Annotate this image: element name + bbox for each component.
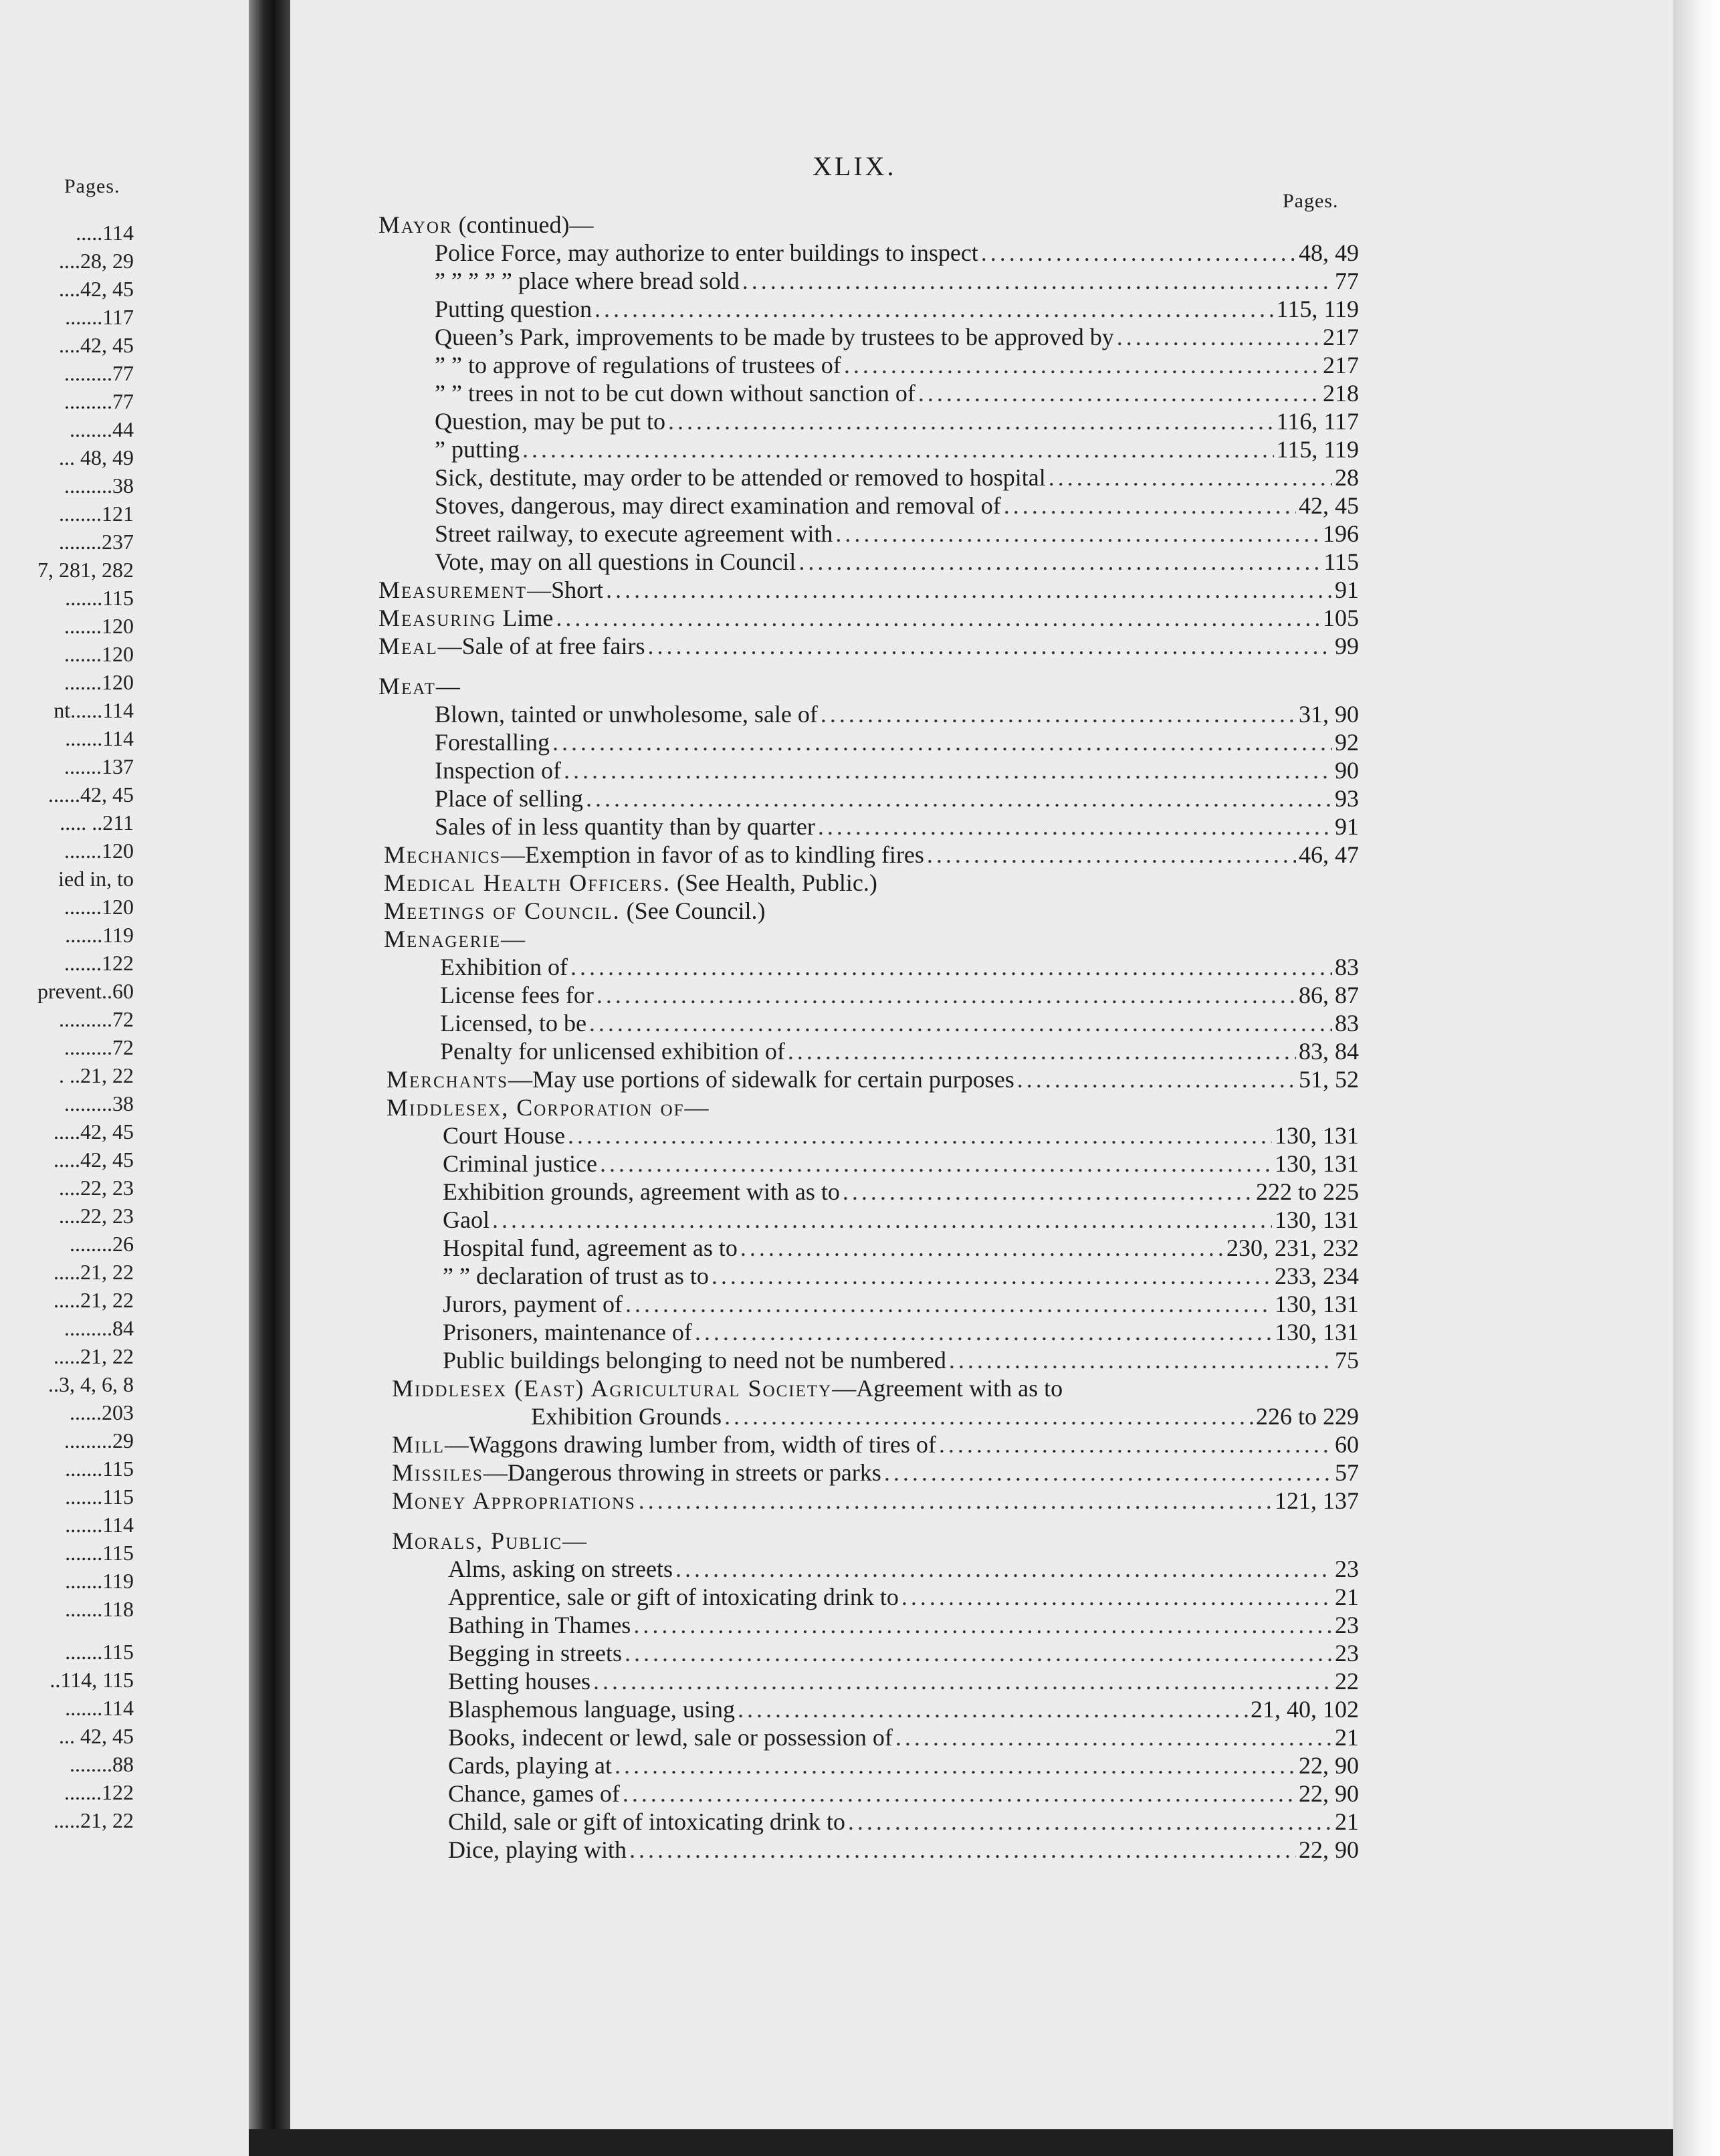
page-reference: 115, 119 [1276, 436, 1359, 463]
facing-page-line: .......114 [65, 1513, 134, 1537]
index-subentry [448, 1584, 1359, 1610]
page-reference: 130, 131 [1275, 1291, 1359, 1317]
entry-text: (See Health, Public.) [670, 869, 877, 896]
facing-page-line: .....21, 22 [53, 1288, 134, 1312]
facing-page-line: ........237 [59, 530, 134, 554]
dot-leader [738, 1696, 1248, 1723]
page-reference: 230, 231, 232 [1226, 1234, 1359, 1261]
entry-text: Public buildings belonging to need not be numbered [443, 1347, 946, 1374]
page-reference: 75 [1335, 1347, 1359, 1374]
facing-page-line: .......120 [64, 670, 134, 694]
page-reference: 218 [1323, 380, 1359, 407]
facing-page-line: .......120 [64, 642, 134, 666]
entry-text: Lime [496, 605, 554, 631]
index-subentry [435, 239, 1359, 266]
entry-text: — [501, 926, 525, 952]
index-subentry [435, 408, 1359, 435]
facing-page-line: ......42, 45 [48, 782, 134, 806]
index-heading-word: Menagerie [384, 926, 501, 952]
index-subentry [435, 352, 1359, 379]
dot-leader [492, 1206, 1272, 1233]
index-heading-word: Mill [392, 1431, 445, 1458]
index-heading-word: Meetings of Council. [384, 897, 621, 924]
page-reference: 91 [1335, 576, 1359, 603]
index-heading-word: Merchants [387, 1066, 508, 1093]
index-subentry [443, 1122, 1359, 1149]
index-subentry [443, 1263, 1359, 1289]
index-subentry [435, 436, 1359, 463]
entry-text: Forestalling [435, 729, 550, 756]
index-subentry [435, 296, 1359, 322]
facing-page-line: .......114 [65, 1696, 134, 1720]
entry-text: Bathing in Thames [448, 1612, 631, 1638]
dot-leader [639, 1487, 1272, 1514]
entry-text: — [435, 673, 460, 699]
entry-text: Penalty for unlicensed exhibition of [440, 1038, 785, 1065]
dot-leader [884, 1459, 1332, 1486]
entry-text: Sick, destitute, may order to be attended or removed to hospital [435, 464, 1046, 491]
facing-page-line: ....22, 23 [59, 1204, 134, 1228]
page-reference: 22, 90 [1299, 1780, 1359, 1807]
index-subentry [440, 1010, 1359, 1037]
dot-leader [740, 1234, 1224, 1261]
entry-text: Books, indecent or lewd, sale or possession of [448, 1724, 893, 1751]
facing-page-line: .........29 [64, 1428, 134, 1452]
index-subentry [440, 982, 1359, 1008]
index-subentry [435, 548, 1359, 575]
page-reference: 83 [1335, 954, 1359, 980]
dot-leader [939, 1431, 1332, 1458]
bottom-shadow [249, 2129, 1673, 2156]
facing-page-line: .........84 [64, 1316, 134, 1340]
index-subentry [435, 520, 1359, 547]
page-reference: 217 [1323, 352, 1359, 379]
index-heading-word: Middlesex, Corporation of [387, 1094, 685, 1121]
entry-text: (See Council.) [620, 897, 766, 924]
index-heading [387, 1094, 1359, 1121]
index-subentry [448, 1724, 1359, 1751]
entry-text: Apprentice, sale or gift of intoxicating drink to [448, 1584, 899, 1610]
facing-page-line: ........44 [70, 417, 134, 441]
page-reference: 130, 131 [1275, 1206, 1359, 1233]
page-reference: 90 [1335, 757, 1359, 784]
index-subentry [448, 1612, 1359, 1638]
index-subentry [443, 1178, 1359, 1205]
dot-leader [981, 239, 1296, 266]
index-heading-word: Meat [379, 673, 436, 699]
entry-text: Betting houses [448, 1668, 590, 1695]
entry-text: — [562, 1527, 586, 1554]
dot-leader [724, 1403, 1253, 1430]
entry-text: Inspection of [435, 757, 561, 784]
page-edge [1673, 0, 1720, 2156]
index-subentry [443, 1234, 1359, 1261]
dot-leader [798, 548, 1321, 575]
page-reference: 130, 131 [1275, 1122, 1359, 1149]
index-heading-word: Measurement [379, 576, 528, 603]
facing-page-line: .....21, 22 [53, 1344, 134, 1368]
dot-leader [552, 729, 1332, 756]
dot-leader [818, 813, 1332, 840]
page-reference: 196 [1323, 520, 1359, 547]
index-subentry [448, 1780, 1359, 1807]
facing-page-line: prevent..60 [37, 979, 134, 1003]
facing-page-line: ... 48, 49 [59, 445, 134, 469]
index-subentry [435, 785, 1359, 812]
page-reference: 48, 49 [1299, 239, 1359, 266]
facing-page-line: .......137 [64, 754, 134, 778]
page-reference: 130, 131 [1275, 1319, 1359, 1345]
entry-text: Gaol [443, 1206, 490, 1233]
index-heading [392, 1459, 1359, 1486]
index-heading-word: Missiles [392, 1459, 483, 1486]
facing-page-line: ..... ..211 [60, 811, 134, 835]
dot-leader [570, 954, 1332, 980]
entry-text: ” putting [435, 436, 520, 463]
entry-text: Vote, may on all questions in Council [435, 548, 796, 575]
facing-page-line: ........121 [59, 502, 134, 526]
page-reference: 22, 90 [1299, 1836, 1359, 1863]
entry-text: Child, sale or gift of intoxicating drink to [448, 1808, 845, 1835]
facing-page-line: .......115 [65, 1457, 134, 1481]
page-reference: 116, 117 [1276, 408, 1359, 435]
dot-leader [843, 1178, 1253, 1205]
book-gutter [249, 0, 290, 2156]
page-reference: 92 [1335, 729, 1359, 756]
index-heading [392, 1527, 1359, 1554]
facing-page-line: ........26 [70, 1232, 134, 1256]
index-subentry [448, 1836, 1359, 1863]
page-reference: 222 to 225 [1255, 1178, 1359, 1205]
entry-text: ” ” to approve of regulations of trustees of [435, 352, 841, 379]
facing-page-line: ... 42, 45 [59, 1724, 134, 1748]
entry-text: Question, may be put to [435, 408, 665, 435]
entry-text: ” ” trees in not to be cut down without sanction of [435, 380, 916, 407]
page-reference: 105 [1323, 605, 1359, 631]
index-heading-word: Mechanics [384, 841, 502, 868]
entry-text: Sales of in less quantity than by quarter [435, 813, 815, 840]
entry-text: Licensed, to be [440, 1010, 586, 1037]
facing-page-line: .......119 [65, 923, 134, 947]
entry-text: Police Force, may authorize to enter buildings to inspect [435, 239, 978, 266]
index-subentry [443, 1319, 1359, 1345]
index-heading [392, 1375, 1359, 1402]
facing-page-line: ..3, 4, 6, 8 [48, 1372, 134, 1396]
entry-text: Cards, playing at [448, 1752, 612, 1779]
facing-page-line: .....21, 22 [53, 1808, 134, 1832]
facing-page-line: .........72 [64, 1035, 134, 1059]
entry-text: —Sale of at free fairs [437, 633, 645, 659]
entry-text: Queen’s Park, improvements to be made by trustees to be approved by [435, 324, 1114, 350]
dot-leader [1004, 492, 1296, 519]
entry-text: (continued)— [452, 211, 594, 238]
entry-text: Place of selling [435, 785, 583, 812]
facing-page-line: .........38 [64, 1091, 134, 1115]
page-reference: 21, 40, 102 [1251, 1696, 1359, 1723]
page-reference: 23 [1335, 1555, 1359, 1582]
entry-text: Court House [443, 1122, 565, 1149]
facing-page-line: .........77 [64, 361, 134, 385]
entry-text: Exhibition of [440, 954, 568, 980]
entry-text: License fees for [440, 982, 594, 1008]
dot-leader [615, 1752, 1296, 1779]
dot-leader [844, 352, 1320, 379]
dot-leader [835, 520, 1320, 547]
index-subentry [531, 1403, 1359, 1430]
dot-leader [589, 1010, 1332, 1037]
page-reference: 115, 119 [1276, 296, 1359, 322]
page-reference: 83, 84 [1299, 1038, 1359, 1065]
entry-text: Chance, games of [448, 1780, 620, 1807]
index-subentry [435, 492, 1359, 519]
index-subentry [448, 1752, 1359, 1779]
entry-text: —Agreement with as to [832, 1375, 1063, 1402]
facing-page-line: ..........72 [59, 1007, 134, 1031]
index-heading-word: Mayor [379, 211, 453, 238]
index-subentry [440, 954, 1359, 980]
dot-leader [623, 1780, 1296, 1807]
page-reference: 31, 90 [1299, 701, 1359, 728]
entry-text: Begging in streets [448, 1640, 622, 1666]
index-subentry [440, 1038, 1359, 1065]
facing-page-line: .......115 [65, 1485, 134, 1509]
dot-leader [595, 296, 1274, 322]
facing-page-line: nt......114 [53, 698, 134, 722]
page-reference: 93 [1335, 785, 1359, 812]
facing-page-line: ..114, 115 [49, 1668, 134, 1692]
entry-text: Dice, playing with [448, 1836, 627, 1863]
index-heading-word: Meal [379, 633, 438, 659]
page-number: XLIX. [813, 151, 897, 181]
facing-page-pages-label: Pages. [64, 175, 120, 197]
dot-leader [675, 1555, 1332, 1582]
facing-page-line: .......114 [65, 726, 134, 750]
dot-leader [949, 1347, 1332, 1374]
page-reference: 21 [1335, 1584, 1359, 1610]
entry-text: Putting question [435, 296, 593, 322]
entry-text: ” ” declaration of trust as to [443, 1263, 709, 1289]
index-subentry [448, 1696, 1359, 1723]
dot-leader [742, 267, 1332, 294]
index-heading [379, 211, 1359, 238]
facing-page-line: . ..21, 22 [59, 1063, 134, 1087]
dot-leader [647, 633, 1332, 659]
page-reference: 77 [1335, 267, 1359, 294]
page-reference: 28 [1335, 464, 1359, 491]
facing-page-line: .......120 [64, 614, 134, 638]
index-subentry [448, 1555, 1359, 1582]
facing-page-line: ....28, 29 [59, 249, 134, 273]
page-reference: 23 [1335, 1640, 1359, 1666]
page-reference: 51, 52 [1299, 1066, 1359, 1093]
dot-leader [633, 1612, 1332, 1638]
facing-page-line: .......120 [64, 895, 134, 919]
index-subentry [435, 701, 1359, 728]
index-subentry [448, 1808, 1359, 1835]
index-subentry [443, 1206, 1359, 1233]
facing-page-line: .....21, 22 [53, 1260, 134, 1284]
facing-page-line: .......117 [65, 305, 134, 329]
index-heading [379, 605, 1359, 631]
page-reference: 42, 45 [1299, 492, 1359, 519]
index-heading [379, 576, 1359, 603]
index-heading-word: Morals, Public [392, 1527, 562, 1554]
facing-page [0, 0, 249, 2156]
facing-page-line: .......115 [65, 1640, 134, 1664]
page-reference: 86, 87 [1299, 982, 1359, 1008]
index-subentry [443, 1347, 1359, 1374]
entry-text: — [684, 1094, 709, 1121]
index-heading [384, 869, 1359, 896]
index-subentry [435, 729, 1359, 756]
dot-leader [1049, 464, 1332, 491]
dot-leader [625, 1640, 1332, 1666]
index-subentry [443, 1150, 1359, 1177]
dot-leader [712, 1263, 1272, 1289]
index-subentry [448, 1640, 1359, 1666]
index-heading [392, 1431, 1359, 1458]
index-subentry [435, 324, 1359, 350]
entry-text: Jurors, payment of [443, 1291, 623, 1317]
dot-leader [564, 757, 1332, 784]
facing-page-line: .........38 [64, 473, 134, 498]
index-heading [387, 1066, 1359, 1093]
dot-leader [1017, 1066, 1296, 1093]
page-reference: 46, 47 [1299, 841, 1359, 868]
facing-page-line: ......203 [70, 1400, 134, 1424]
dot-leader [522, 436, 1274, 463]
dot-leader [556, 605, 1320, 631]
page-reference: 60 [1335, 1431, 1359, 1458]
page-reference: 121, 137 [1275, 1487, 1359, 1514]
page-reference: 226 to 229 [1255, 1403, 1359, 1430]
page-reference: 115 [1323, 548, 1359, 575]
dot-leader [895, 1724, 1332, 1751]
entry-text: —Exemption in favor of as to kindling fires [501, 841, 924, 868]
dot-leader [568, 1122, 1272, 1149]
dot-leader [788, 1038, 1296, 1065]
index-heading [392, 1487, 1359, 1514]
index-heading [384, 841, 1359, 868]
entry-text: Stoves, dangerous, may direct examination and removal of [435, 492, 1001, 519]
index-subentry [435, 267, 1359, 294]
entry-text: —May use portions of sidewalk for certain purposes [508, 1066, 1014, 1093]
dot-leader [606, 576, 1332, 603]
dot-leader [927, 841, 1296, 868]
entry-text: Prisoners, maintenance of [443, 1319, 692, 1345]
index-heading-word: Medical Health Officers. [384, 869, 671, 896]
entry-text: Alms, asking on streets [448, 1555, 673, 1582]
entry-text: —Dangerous throwing in streets or parks [483, 1459, 881, 1486]
index-heading [384, 897, 1359, 924]
facing-page-line: .......115 [65, 1541, 134, 1565]
dot-leader [695, 1319, 1272, 1345]
facing-page-line: .........77 [64, 389, 134, 413]
facing-page-line: ied in, to [58, 867, 134, 891]
index-subentry [448, 1668, 1359, 1695]
page-reference: 23 [1335, 1612, 1359, 1638]
facing-page-line: ....22, 23 [59, 1176, 134, 1200]
index-heading-word: Middlesex (East) Agricultural Society [392, 1375, 833, 1402]
dot-leader [1117, 324, 1320, 350]
facing-page-line: .....42, 45 [53, 1148, 134, 1172]
page-reference: 21 [1335, 1808, 1359, 1835]
entry-text: Exhibition Grounds [531, 1403, 722, 1430]
facing-page-line: ....42, 45 [59, 333, 134, 357]
entry-text: —Waggons drawing lumber from, width of tires of [444, 1431, 936, 1458]
pages-column-label: Pages. [1283, 190, 1339, 212]
dot-leader [821, 701, 1296, 728]
dot-leader [918, 380, 1320, 407]
page-reference: 99 [1335, 633, 1359, 659]
dot-leader [901, 1584, 1332, 1610]
index-heading [379, 633, 1359, 659]
page-reference: 91 [1335, 813, 1359, 840]
index-subentry [435, 464, 1359, 491]
dot-leader [597, 982, 1296, 1008]
facing-page-line: ....42, 45 [59, 277, 134, 301]
dot-leader [848, 1808, 1332, 1835]
page-reference: 83 [1335, 1010, 1359, 1037]
entry-text: Hospital fund, agreement as to [443, 1234, 738, 1261]
facing-page-line: .......119 [65, 1569, 134, 1593]
page-reference: 22 [1335, 1668, 1359, 1695]
dot-leader [668, 408, 1274, 435]
index-subentry [435, 380, 1359, 407]
dot-leader [593, 1668, 1332, 1695]
dot-leader [625, 1291, 1272, 1317]
index-heading [384, 926, 1359, 952]
page-reference: 21 [1335, 1724, 1359, 1751]
dot-leader [629, 1836, 1296, 1863]
facing-page-line: 7, 281, 282 [37, 558, 134, 582]
facing-page-line: ........88 [70, 1752, 134, 1776]
index-heading [379, 673, 1359, 699]
entry-text: Blasphemous language, using [448, 1696, 735, 1723]
entry-text: —Short [527, 576, 604, 603]
entry-text: ” ” ” ” ” place where bread sold [435, 267, 740, 294]
facing-page-line: .......122 [64, 951, 134, 975]
page-reference: 130, 131 [1275, 1150, 1359, 1177]
facing-page-line: .......115 [65, 586, 134, 610]
facing-page-line: .......122 [64, 1780, 134, 1804]
entry-text: Blown, tainted or unwholesome, sale of [435, 701, 818, 728]
index-subentry [435, 813, 1359, 840]
page-reference: 233, 234 [1275, 1263, 1359, 1289]
dot-leader [600, 1150, 1272, 1177]
entry-text: Criminal justice [443, 1150, 597, 1177]
page-reference: 22, 90 [1299, 1752, 1359, 1779]
page-reference: 217 [1323, 324, 1359, 350]
facing-page-line: .....114 [76, 221, 134, 245]
index-heading-word: Money Appropriations [392, 1487, 636, 1514]
index-subentry [443, 1291, 1359, 1317]
page-reference: 57 [1335, 1459, 1359, 1486]
entry-text: Street railway, to execute agreement with [435, 520, 833, 547]
index-heading-word: Measuring [379, 605, 497, 631]
facing-page-line: .......120 [64, 839, 134, 863]
dot-leader [586, 785, 1332, 812]
facing-page-line: .....42, 45 [53, 1119, 134, 1144]
entry-text: Exhibition grounds, agreement with as to [443, 1178, 840, 1205]
index-subentry [435, 757, 1359, 784]
facing-page-line: .......118 [65, 1597, 134, 1621]
